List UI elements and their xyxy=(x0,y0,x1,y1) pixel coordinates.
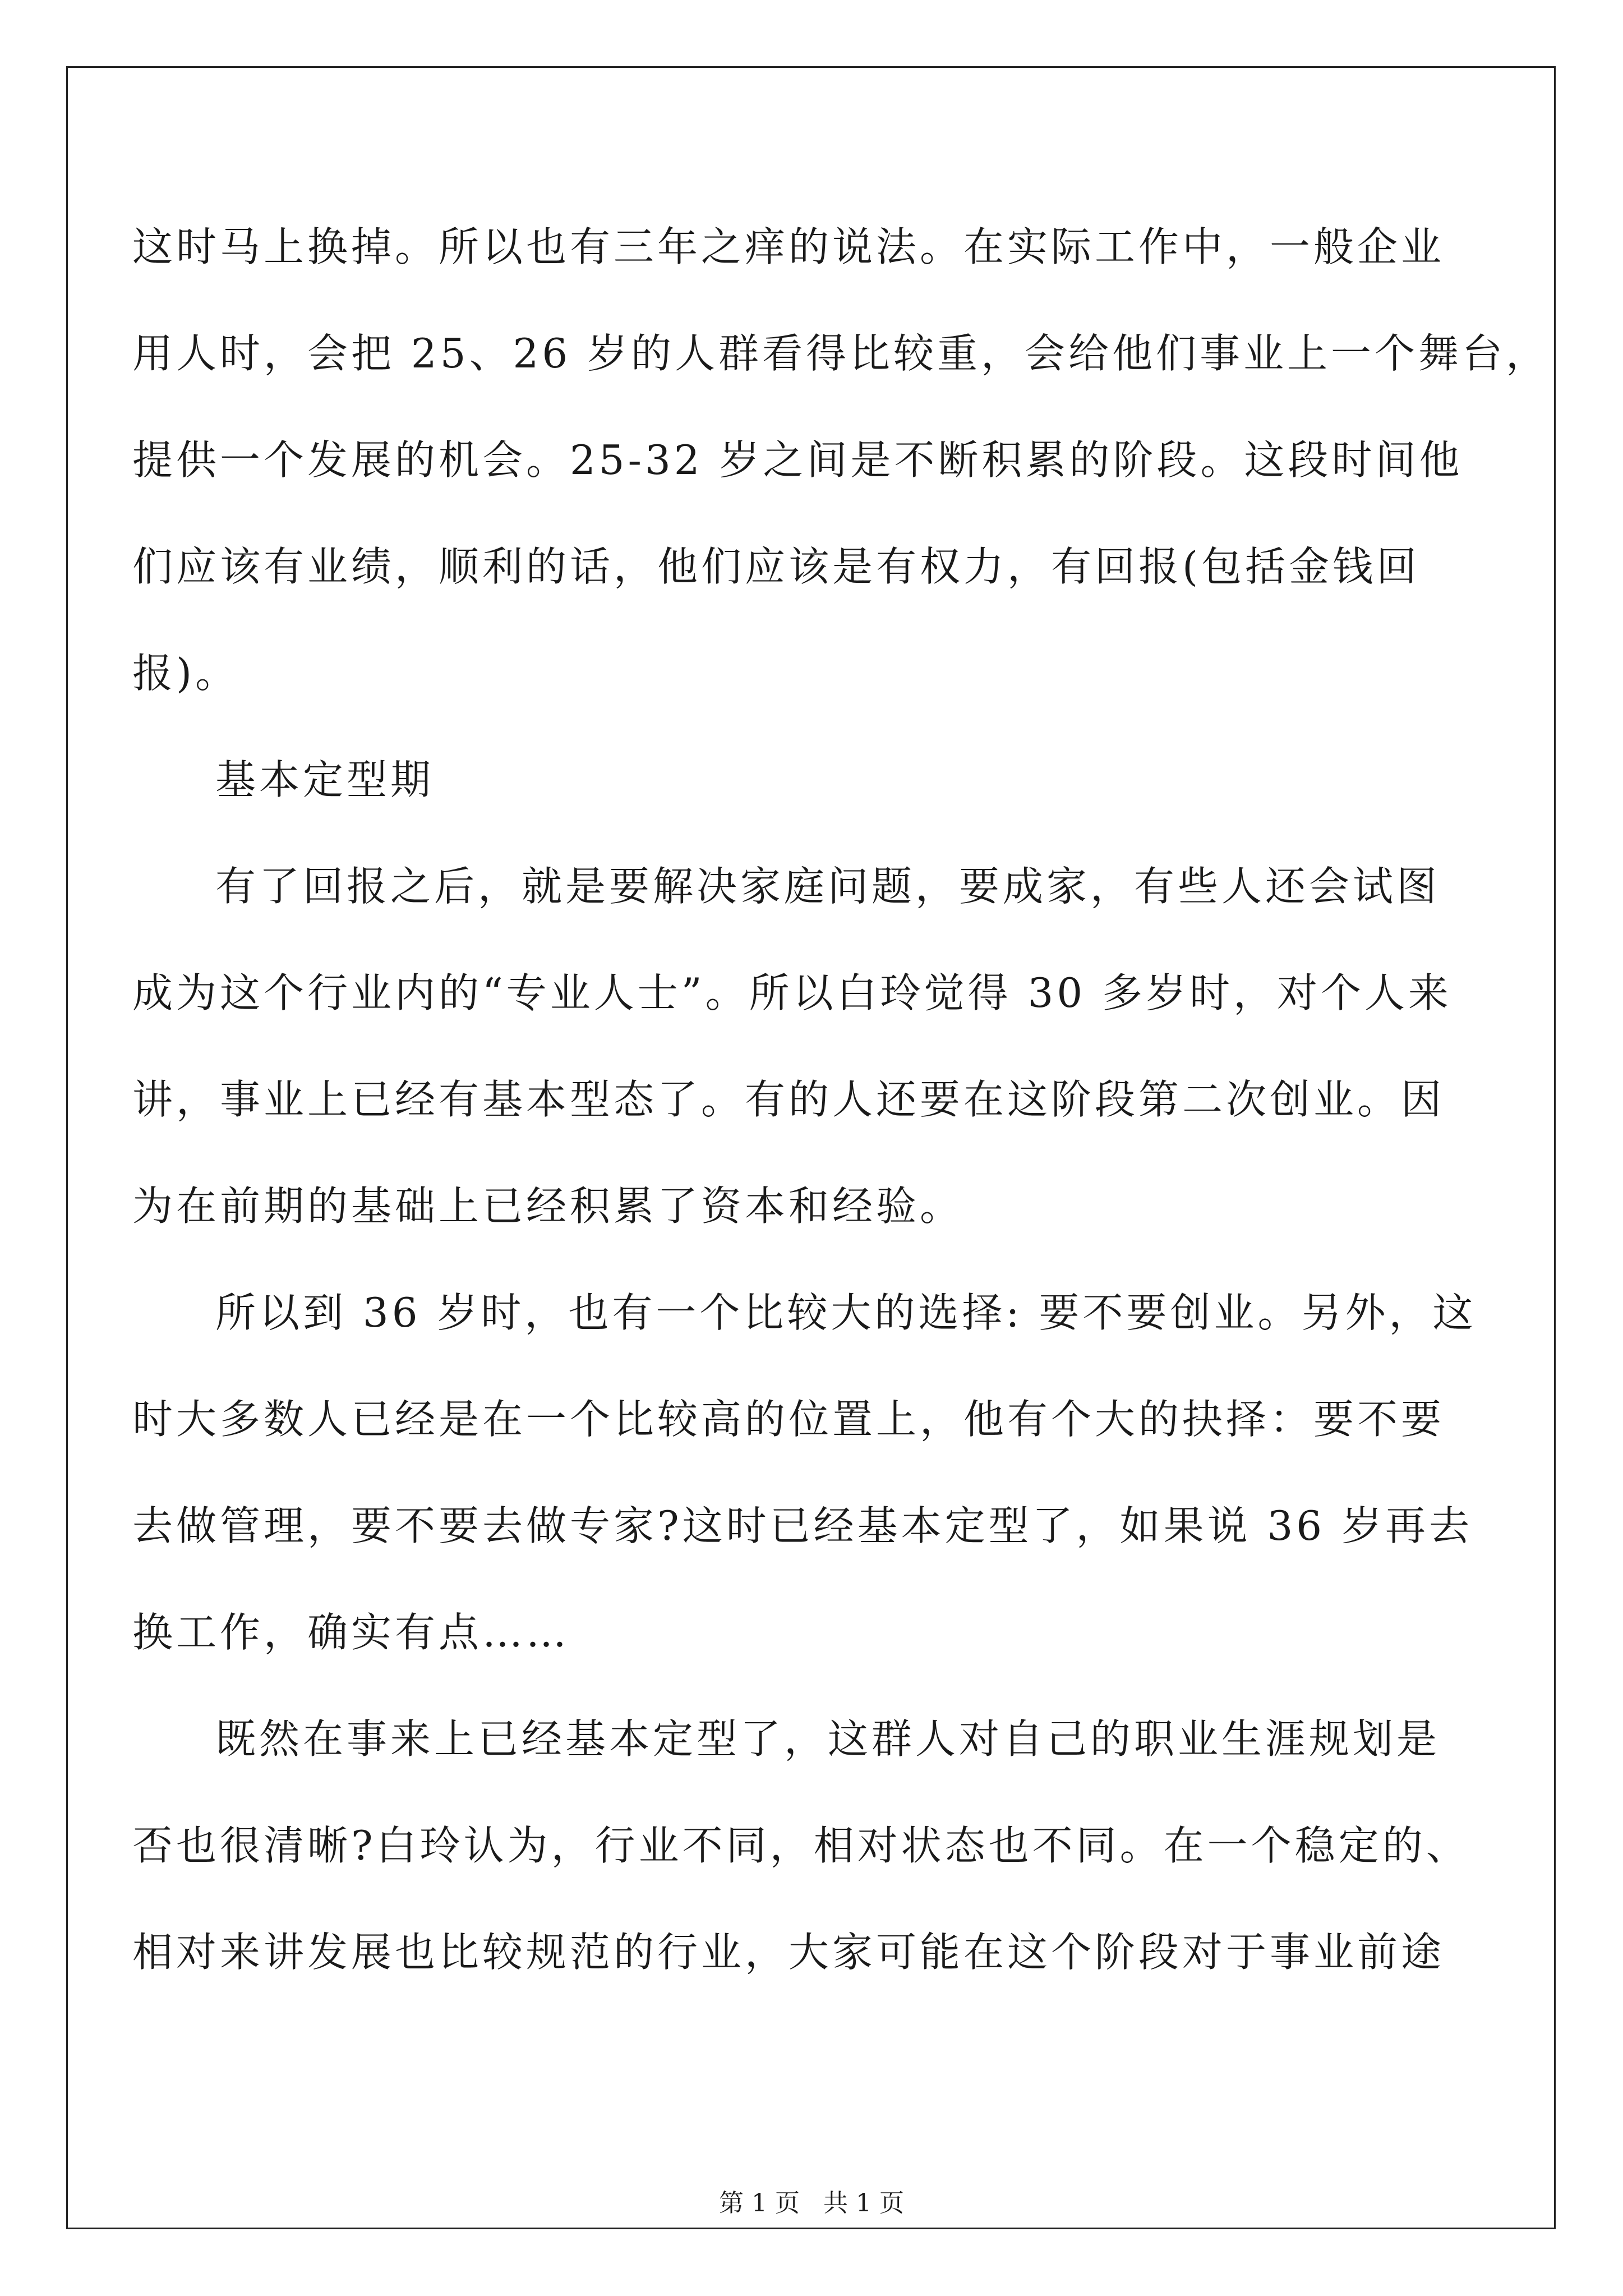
paragraph-line: 换工作，确实有点…… xyxy=(132,1609,570,1656)
paragraph-line: 讲，事业上已经有基本型态了。有的人还要在这阶段第二次创业。因 xyxy=(132,1076,1445,1123)
paragraph-line: 成为这个行业内的“专业人士”。所以白玲觉得 30 多岁时，对个人来 xyxy=(132,969,1453,1016)
paragraph-line: 所以到 36 岁时，也有一个比较大的选择: 要不要创业。另外，这 xyxy=(215,1289,1477,1336)
page-border xyxy=(66,66,1556,2229)
paragraph-line: 时大多数人已经是在一个比较高的位置上，他有个大的抉择：要不要 xyxy=(132,1396,1445,1443)
paragraph-line: 这时马上换掉。所以也有三年之痒的说法。在实际工作中，一般企业 xyxy=(132,223,1445,270)
paragraph-line: 用人时，会把 25、26 岁的人群看得比较重，会给他们事业上一个舞台， xyxy=(132,330,1550,377)
paragraph-line: 否也很清晰?白玲认为，行业不同，相对状态也不同。在一个稳定的、 xyxy=(132,1822,1470,1869)
paragraph-line: 相对来讲发展也比较规范的行业，大家可能在这个阶段对于事业前途 xyxy=(132,1929,1445,1976)
paragraph-line: 报)。 xyxy=(132,650,239,697)
paragraph-line: 有了回报之后，就是要解决家庭问题，要成家，有些人还会试图 xyxy=(215,863,1441,910)
paragraph-line: 既然在事来上已经基本定型了，这群人对自己的职业生涯规划是 xyxy=(215,1715,1441,1763)
paragraph-line: 们应该有业绩，顺利的话，他们应该是有权力，有回报(包括金钱回 xyxy=(132,543,1421,590)
page-number-footer: 第 1 页 共 1 页 xyxy=(719,2189,904,2217)
section-heading: 基本定型期 xyxy=(215,756,435,803)
paragraph-line: 去做管理，要不要去做专家?这时已经基本定型了，如果说 36 岁再去 xyxy=(132,1502,1473,1549)
paragraph-line: 为在前期的基础上已经积累了资本和经验。 xyxy=(132,1182,964,1230)
paragraph-line: 提供一个发展的机会。25-32 岁之间是不断积累的阶段。这段时间他 xyxy=(132,436,1463,484)
